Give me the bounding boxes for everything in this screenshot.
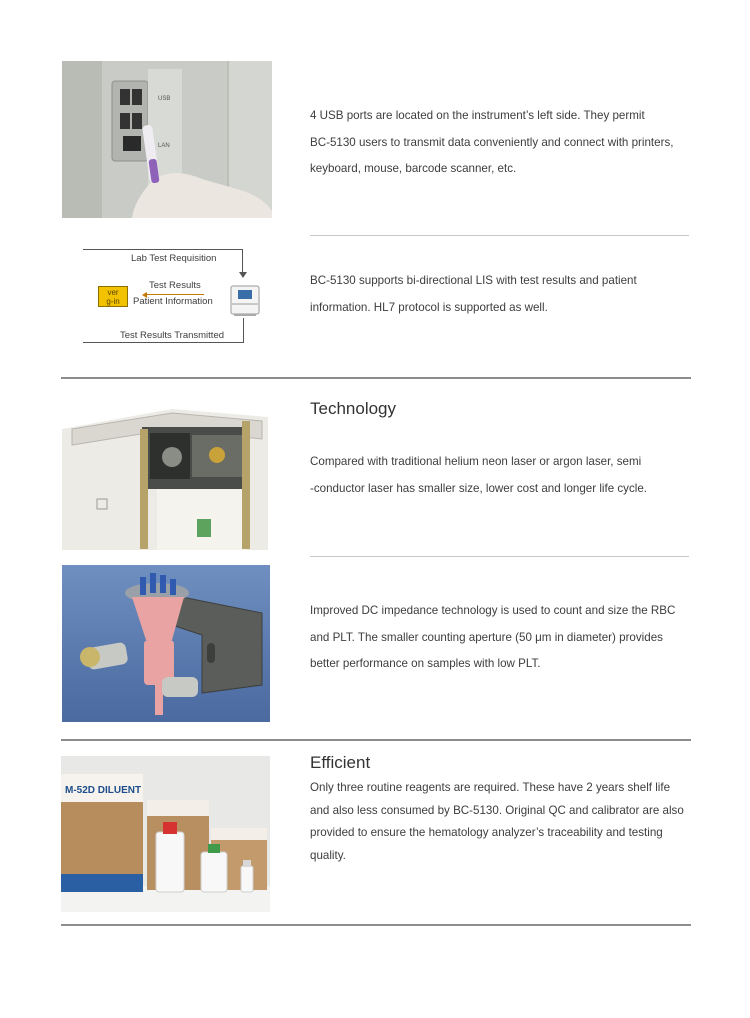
reagents-photo — [61, 756, 270, 912]
laser-text-line: -conductor laser has smaller size, lower cost and longer life cycle. — [310, 481, 648, 495]
lan-label: LAN — [158, 143, 170, 149]
laser-module-photo — [62, 399, 268, 550]
diagram-line — [83, 249, 243, 250]
dc-impedance-render — [62, 565, 270, 722]
usb-label: USB — [158, 96, 171, 102]
usb-text-line: keyboard, mouse, barcode scanner, etc. — [310, 162, 517, 175]
laser-description — [310, 449, 700, 502]
dc-impedance-description — [310, 598, 700, 678]
ver-box-text: ver — [107, 288, 119, 297]
lis-text-line: BC-5130 supports bi-directional LIS with test results and patient — [310, 274, 637, 287]
section-divider — [310, 235, 689, 236]
dc-text-line: Improved DC impedance technology is used to count and size the RBC — [310, 604, 676, 617]
usb-text-line: BC-5130 users to transmit data conveniently and connect with printers, — [310, 135, 674, 149]
diluent-box-label: M-52D DILUENT — [65, 785, 142, 796]
section-separator — [61, 377, 691, 379]
arrow-down-icon — [239, 272, 247, 278]
test-results-label: Test Results — [149, 280, 201, 291]
analyzer-icon — [229, 283, 261, 317]
lis-server-box — [98, 286, 128, 307]
lab-test-requisition-label: Lab Test Requisition — [131, 253, 217, 264]
patient-information-label: Patient Information — [133, 296, 213, 307]
ver-box-text: g-in — [106, 297, 120, 306]
section-separator — [61, 924, 691, 926]
lis-text-line: information. HL7 protocol is supported as well. — [310, 300, 548, 314]
diagram-line — [83, 342, 244, 343]
efficient-heading: Efficient — [310, 753, 371, 772]
technology-heading: Technology — [310, 399, 397, 418]
laser-text-line: Compared with traditional helium neon laser or argon laser, semi — [310, 455, 642, 468]
usb-ports-photo — [62, 61, 272, 218]
diagram-line — [243, 318, 244, 342]
efficient-text-line: Only three routine reagents are required. These have 2 years shelf life — [310, 781, 671, 794]
section-separator — [61, 739, 691, 741]
efficient-text-line: quality. — [310, 848, 346, 862]
efficient-text-line: and also less consumed by BC-5130. Original QC and calibrator are also — [310, 803, 684, 817]
dc-text-line: better performance on samples with low PLT. — [310, 657, 541, 670]
test-results-transmitted-label: Test Results Transmitted — [120, 330, 225, 341]
usb-text-line: 4 USB ports are located on the instrument’s left side. They permit — [310, 109, 645, 122]
efficient-description — [310, 777, 700, 867]
dc-text-line: and PLT. The smaller counting aperture (50 μm in diameter) provides — [310, 630, 663, 644]
efficient-text-line: provided to ensure the hematology analyzer’s traceability and testing — [310, 826, 663, 839]
section-divider — [310, 556, 689, 557]
diagram-line — [146, 294, 204, 295]
usb-description — [310, 103, 700, 183]
lis-description — [310, 268, 700, 321]
